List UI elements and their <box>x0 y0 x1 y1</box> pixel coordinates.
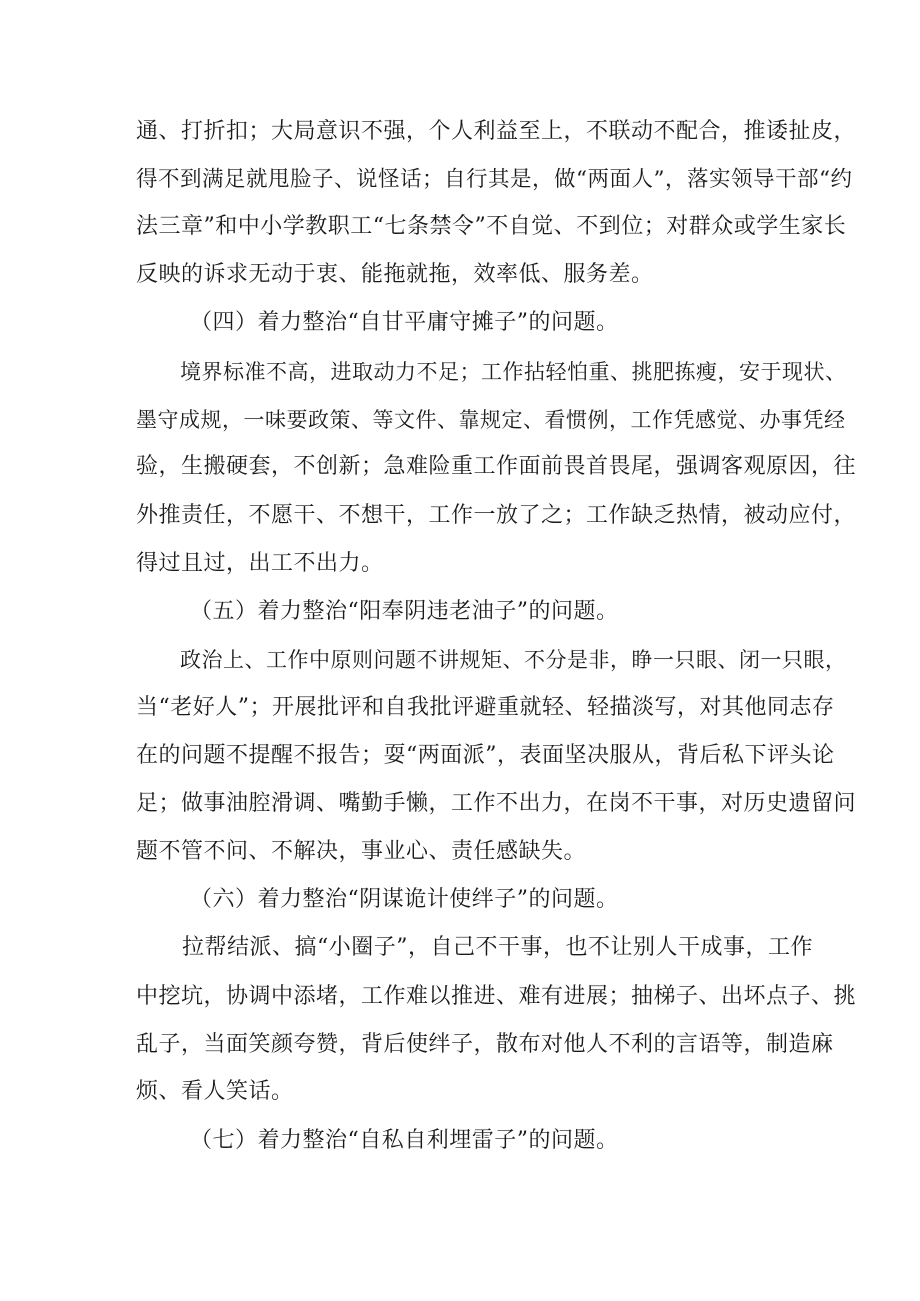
text-line: 验，生搬硬套，不创新；急难险重工作面前畏首畏尾，强调客观原因，往 <box>136 454 857 479</box>
text-line: 境界标准不高，进取动力不足；工作拈轻怕重、挑肥拣瘦，安于现状、 <box>180 360 847 384</box>
text-line: 法三章”和中小学教职工“七条禁令”不自觉、不到位；对群众或学生家长 <box>136 214 847 239</box>
section-heading-4: （四）着力整治“自甘平庸守摊子”的问题。 <box>190 310 619 335</box>
text-line: 通、打折扣；大局意识不强，个人利益至上，不联动不配合，推诿扯皮， <box>136 119 857 144</box>
text-line: 拉帮结派、搞“小圈子”，自己不干事，也不让别人干成事，工作 <box>182 935 813 960</box>
text-line: 反映的诉求无动于衷、能拖就拖，效率低、服务差。 <box>136 262 654 287</box>
text-line: 得不到满足就甩脸子、说怪话；自行其是，做“两面人”，落实领导干部“约 <box>136 167 853 192</box>
text-line: 得过且过，出工不出力。 <box>136 551 384 576</box>
text-line: 在的问题不提醒不报告；耍“两面派”，表面坚决服从，背后私下评头论 <box>136 743 835 768</box>
section-heading-6: （六）着力整治“阴谋诡计使绊子”的问题。 <box>190 887 619 912</box>
section-heading-5: （五）着力整治“阳奉阴违老油子”的问题。 <box>190 599 619 624</box>
text-line: 墨守成规，一味要政策、等文件、靠规定、看惯例，工作凭感觉、办事凭经 <box>136 408 846 432</box>
text-line: 中挖坑，协调中添堵，工作难以推进、难有进展；抽梯子、出坏点子、挑 <box>136 984 857 1009</box>
text-line: 烦、看人笑话。 <box>136 1079 294 1104</box>
text-line: 题不管不问、不解决，事业心、责任感缺失。 <box>136 839 587 864</box>
text-line: 足；做事油腔滑调、嘴勤手懒，工作不出力，在岗不干事，对历史遗留问 <box>136 791 857 816</box>
text-line: 政治上、工作中原则问题不讲规矩、不分是非，睁一只眼、闭一只眼， <box>180 648 847 672</box>
text-line: 乱子，当面笑颜夸赞，背后使绊子，散布对他人不利的言语等，制造麻 <box>136 1032 834 1057</box>
text-line: 外推责任，不愿干、不想干，工作一放了之；工作缺乏热情，被动应付， <box>136 503 857 528</box>
section-heading-7: （七）着力整治“自私自利埋雷子”的问题。 <box>190 1128 619 1153</box>
text-line: 当“老好人”；开展批评和自我批评避重就轻、轻描淡写，对其他同志存 <box>136 695 835 720</box>
